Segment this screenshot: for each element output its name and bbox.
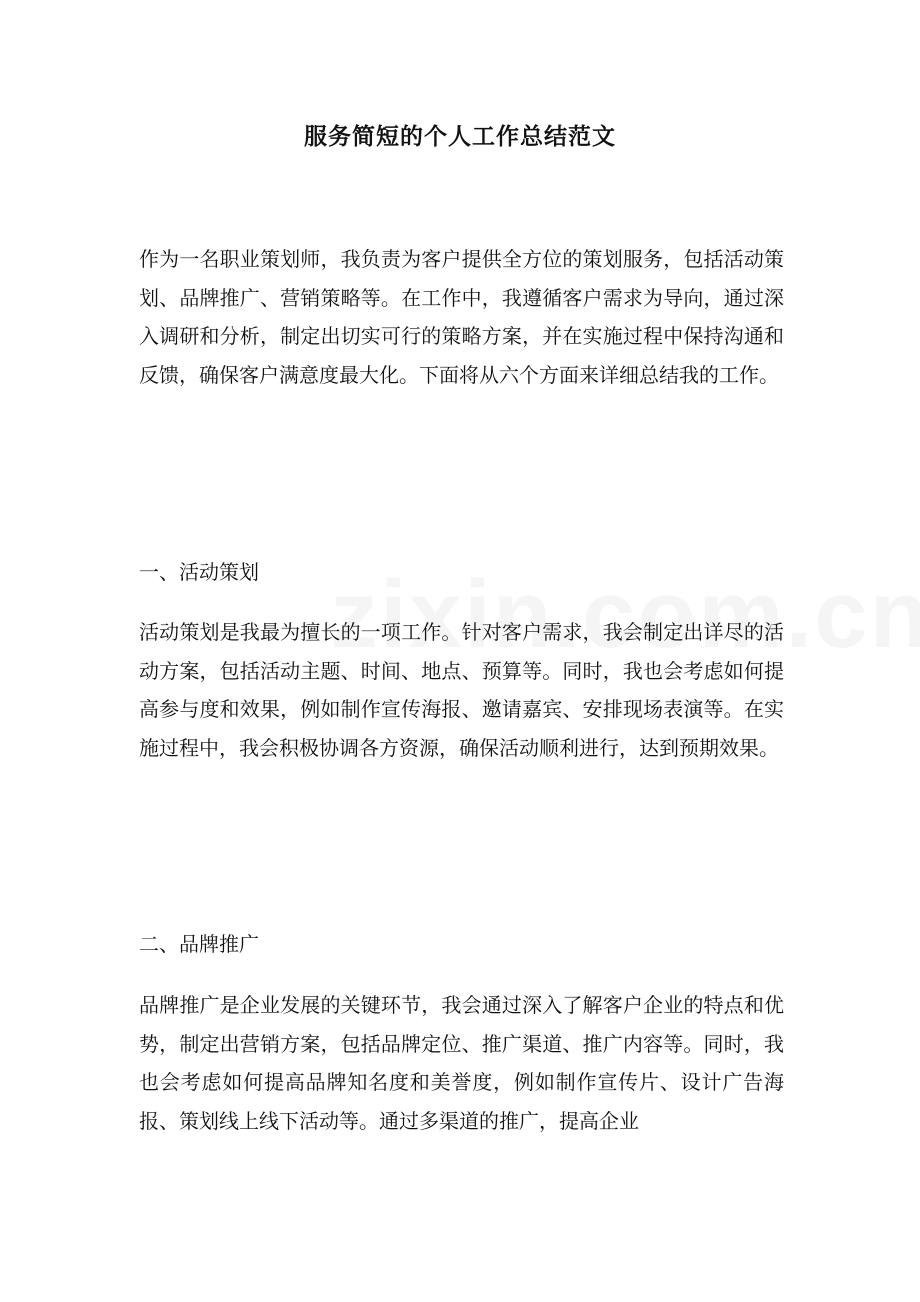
section-body-activity-planning: 活动策划是我最为擅长的一项工作。针对客户需求，我会制定出详尽的活动方案，包括活动主题、时间、地点、预算等。同时，我也会考虑如何提高参与度和效果，例如制作宣传海报、邀请嘉宾、安排现场表演等。在实施过程中，我会积极协调各方资源，确保活动顺利进行，达到预期效果。 [139,620,784,760]
intro-paragraph: 作为一名职业策划师，我负责为客户提供全方位的策划服务，包括活动策划、品牌推广、营销策略等。在工作中，我遵循客户需求为导向，通过深入调研和分析，制定出切实可行的策略方案，并在实施过程中保持沟通和反馈，确保客户满意度最大化。下面将从六个方面来详细总结我的工作。 [139,247,784,387]
document-title: 服务简短的个人工作总结范文 [304,123,616,150]
section-heading-activity-planning: 一、活动策划 [139,560,259,584]
section-body-brand-promotion: 品牌推广是企业发展的关键环节，我会通过深入了解客户企业的特点和优势，制定出营销方案，包括品牌定位、推广渠道、推广内容等。同时，我也会考虑如何提高品牌知名度和美誉度，例如制作宣传片、设计广告海报、策划线上线下活动等。通过多渠道的推广，提高企业 [139,993,784,1133]
section-heading-brand-promotion: 二、品牌推广 [139,932,259,956]
